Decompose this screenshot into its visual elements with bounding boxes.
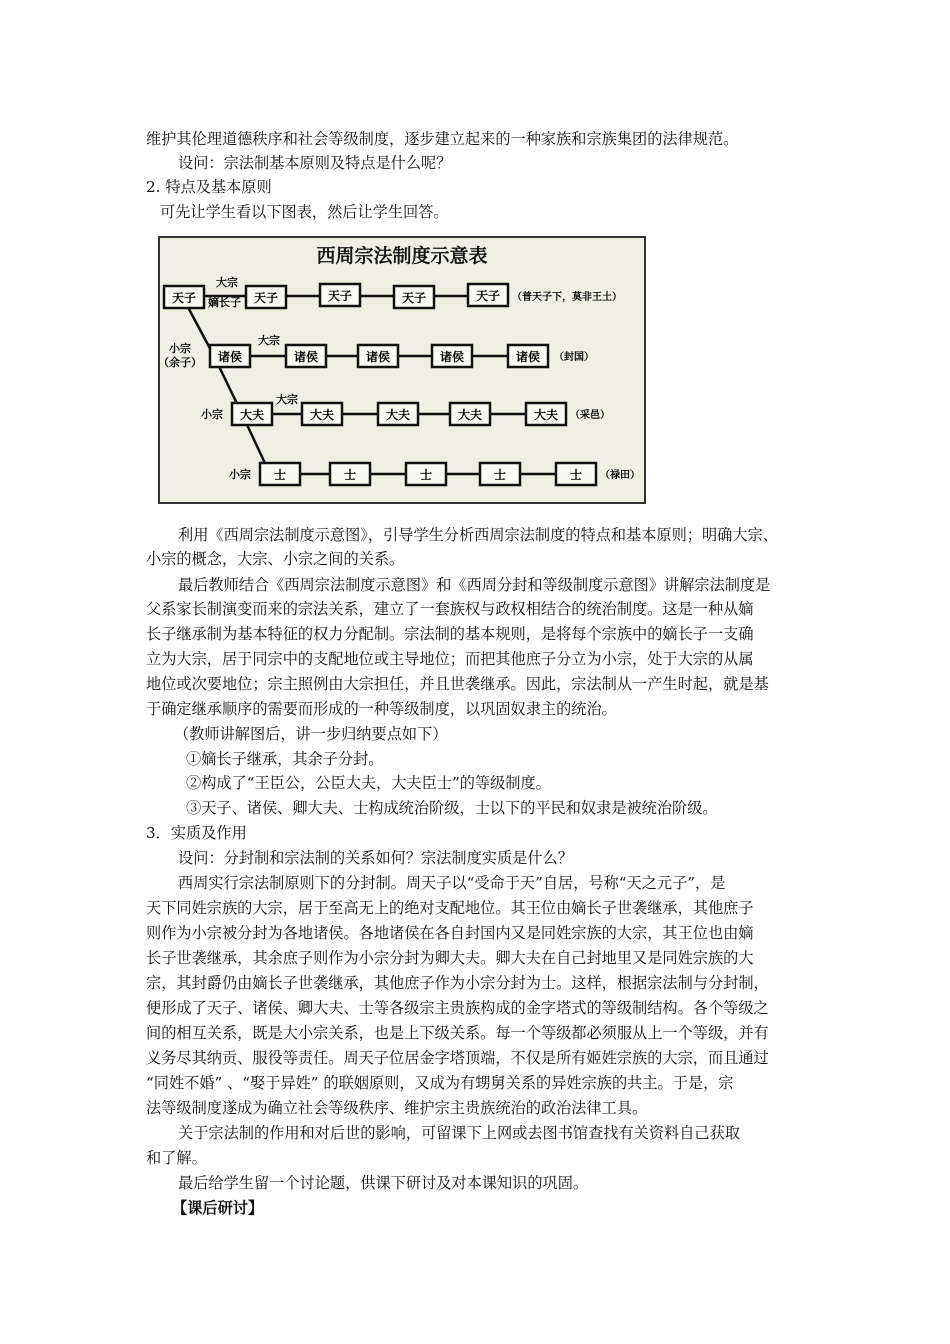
paragraph-line: 于确定继承顺序的需要而形成的一种等级制度，以巩固奴隶主的统治。 xyxy=(146,700,617,718)
label-xiaozong: 小宗 xyxy=(201,408,223,421)
point-1: ①嫡长子继承，其余子分封。 xyxy=(186,750,384,768)
paragraph-line: 关于宗法制的作用和对后世的影响，可留课下上网或去图书馆查找有关资料自己获取 xyxy=(178,1124,740,1142)
zongfa-diagram xyxy=(158,236,646,504)
paragraph-line: 天下同姓宗族的大宗，居于至高无上的绝对支配地位。其王位由嫡长子世袭继承，其他庶子 xyxy=(146,899,754,917)
diagram-canvas xyxy=(160,238,644,502)
paragraph-line: 西周实行宗法制原则下的分封制。周天子以“受命于天”自居，号称“天之元子”，是 xyxy=(178,874,726,892)
diagram-title: 西周宗法制度示意表 xyxy=(316,245,488,267)
node-dafu: 大夫 xyxy=(533,408,559,422)
note-caiyi: （采邑） xyxy=(570,410,610,421)
node-dafu: 大夫 xyxy=(239,408,265,422)
node-zhuhou: 诸侯 xyxy=(439,350,465,364)
label-dizhangzi: 嫡长子 xyxy=(208,296,241,309)
section-heading-2: 2. 特点及基本原则 xyxy=(146,178,272,196)
label-dazong: 大宗 xyxy=(258,334,280,347)
node-shi: 士 xyxy=(343,468,357,482)
node-tianzi: 天子 xyxy=(171,291,197,305)
paragraph-line: 长子继承制为基本特征的权力分配制。宗法制的基本规则，是将每个宗族中的嫡长子一支确 xyxy=(146,625,754,643)
paragraph-line: “同姓不婚” 、“娶于异姓” 的联姻原则，又成为有甥舅关系的异姓宗族的共主。于是，宗 xyxy=(146,1074,734,1092)
section-heading-discussion: 【课后研讨】 xyxy=(172,1199,264,1217)
paragraph-line: 宗，其封爵仍由嫡长子世袭继承，其他庶子作为小宗分封为士。这样，根据宗法制与分封制， xyxy=(146,974,769,992)
node-shi: 士 xyxy=(493,468,507,482)
paragraph-line: 立为大宗，居于同宗中的支配地位或主导地位；而把其他庶子分立为小宗，处于大宗的从属 xyxy=(146,650,754,668)
paragraph-line: 可先让学生看以下图表，然后让学生回答。 xyxy=(160,203,449,221)
paragraph-line: 维护其伦理道德秩序和社会等级制度，逐步建立起来的一种家族和宗族集团的法律规范。 xyxy=(146,130,739,148)
node-tianzi: 天子 xyxy=(327,289,353,303)
paragraph-line: 长子世袭继承，其余庶子则作为小宗分封为卿大夫。卿大夫在自己封地里又是同姓宗族的大 xyxy=(146,949,754,967)
paragraph-line: 最后教师结合《西周宗法制度示意图》和《西周分封和等级制度示意图》讲解宗法制度是 xyxy=(178,576,771,594)
node-zhuhou: 诸侯 xyxy=(515,350,541,364)
node-tianzi: 天子 xyxy=(401,291,427,305)
paragraph-line: 法等级制度遂成为确立社会等级秩序、维护宗主贵族统治的政治法律工具。 xyxy=(146,1099,648,1117)
section-heading-3: 3．实质及作用 xyxy=(146,824,247,842)
label-xiaozong: 小宗 xyxy=(169,342,191,355)
paragraph-line: 则作为小宗被分封为各地诸侯。各地诸侯在各自封国内又是同姓宗族的大宗，其王位也由嫡 xyxy=(146,924,754,942)
paragraph-line: 父系家长制演变而来的宗法关系，建立了一套族权与政权相结合的统治制度。这是一种从嫡 xyxy=(146,600,754,618)
note-lutian: （禄田） xyxy=(600,470,640,481)
paragraph-line: 义务尽其纳贡、服役等责任。周天子位居金字塔顶端，不仅是所有姬姓宗族的大宗，而且通过 xyxy=(146,1049,769,1067)
node-dafu: 大夫 xyxy=(385,408,411,422)
node-shi: 士 xyxy=(273,468,287,482)
node-zhuhou: 诸侯 xyxy=(293,350,319,364)
paragraph-line: 和了解。 xyxy=(146,1149,207,1167)
label-dazong: 大宗 xyxy=(216,276,238,289)
node-shi: 士 xyxy=(569,468,583,482)
paragraph-line: 最后给学生留一个讨论题，供课下研讨及对本课知识的巩固。 xyxy=(178,1174,589,1192)
question-line: 设问：宗法制基本原则及特点是什么呢？ xyxy=(178,154,452,172)
node-dafu: 大夫 xyxy=(457,408,483,422)
node-zhuhou: 诸侯 xyxy=(365,350,391,364)
paragraph-line: （教师讲解图后，讲一步归纳要点如下） xyxy=(174,725,448,743)
node-tianzi: 天子 xyxy=(475,289,501,303)
node-zhuhou: 诸侯 xyxy=(217,350,243,364)
paragraph-line: 便形成了天子、诸侯、卿大夫、士等各级宗主贵族构成的金字塔式的等级制结构。各个等级之 xyxy=(146,999,769,1017)
note-fengguo: （封国） xyxy=(554,352,594,363)
node-shi: 士 xyxy=(419,468,433,482)
node-dafu: 大夫 xyxy=(309,408,335,422)
label-dazong: 大宗 xyxy=(276,393,298,406)
paragraph-line: 小宗的概念，大宗、小宗之间的关系。 xyxy=(146,550,405,568)
label-yuzi: （余子） xyxy=(160,356,202,369)
label-xiaozong: 小宗 xyxy=(229,468,251,481)
paragraph-line: 地位或次要地位；宗主照例由大宗担任，并且世袭继承。因此，宗法制从一产生时起，就是基 xyxy=(146,675,769,693)
paragraph-line: 利用《西周宗法制度示意图》，引导学生分析西周宗法制度的特点和基本原则；明确大宗、 xyxy=(178,526,778,544)
point-2: ②构成了“王臣公，公臣大夫，大夫臣士”的等级制度。 xyxy=(186,774,551,792)
point-3: ③天子、诸侯、卿大夫、士构成统治阶级，士以下的平民和奴隶是被统治阶级。 xyxy=(186,799,718,817)
node-tianzi: 天子 xyxy=(253,291,279,305)
paragraph-line: 间的相互关系，既是大小宗关系，也是上下级关系。每一个等级都必须服从上一个等级，并有 xyxy=(146,1024,769,1042)
note-putian: （普天子下，莫非王土） xyxy=(512,292,622,303)
question-line: 设问：分封制和宗法制的关系如何？宗法制度实质是什么？ xyxy=(178,849,573,867)
